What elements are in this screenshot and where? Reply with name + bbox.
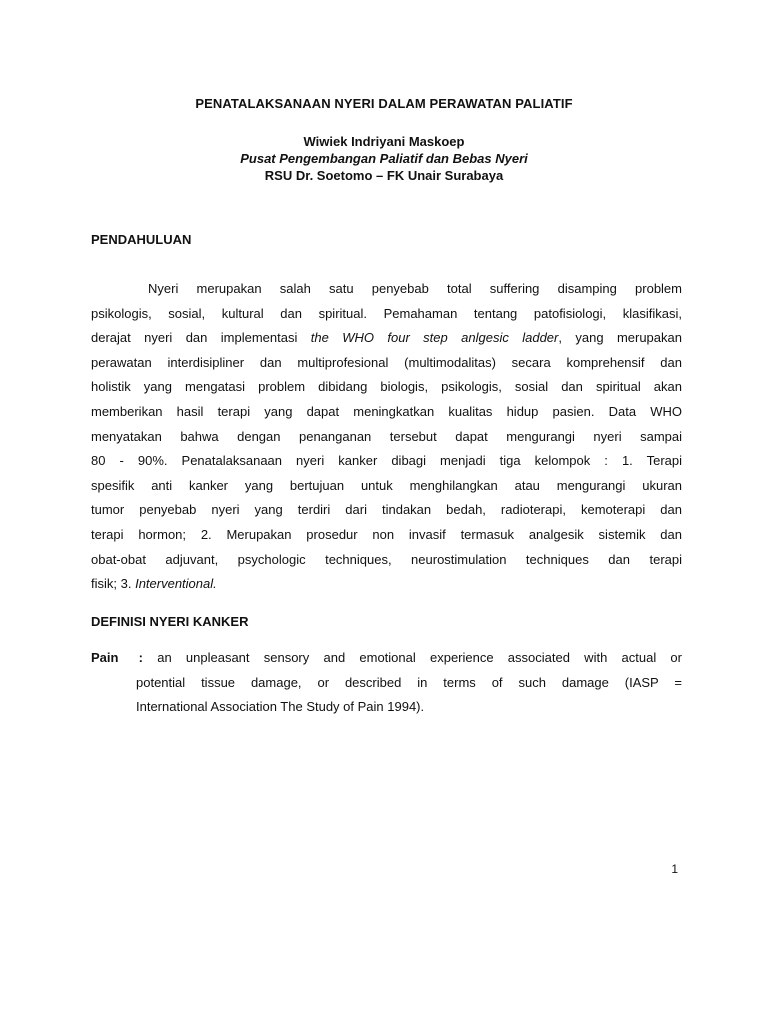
page-number: 1 <box>671 862 678 876</box>
definition-pain <box>91 646 682 720</box>
definition-line: potential tissue damage, or described in terms of such damage (IASP = <box>136 674 682 690</box>
paragraph-line <box>91 572 682 597</box>
author-block <box>0 133 768 184</box>
paragraph-line: terapi hormon; 2. Merupakan prosedur non invasif termasuk analgesik sistemik dan <box>91 526 682 542</box>
author-name: Wiwiek Indriyani Maskoep <box>303 134 465 149</box>
paragraph-line: psikologis, sosial, kultural dan spiritual. Pemahaman tentang patofisiologi, klasifikasi, <box>91 305 682 321</box>
paragraph-pendahuluan <box>91 277 682 597</box>
author-affiliation: Pusat Pengembangan Paliatif dan Bebas Nyeri <box>240 151 528 166</box>
definition-line <box>91 646 682 671</box>
paragraph-line: perawatan interdisipliner dan multiprofesional (multimodalitas) secara komprehensif dan <box>91 354 682 370</box>
paragraph-text: derajat nyeri dan implementasi <box>91 330 311 346</box>
definition-line: International Association The Study of Pain 1994). <box>136 699 425 715</box>
paragraph-line <box>91 326 682 351</box>
author-institution: RSU Dr. Soetomo – FK Unair Surabaya <box>264 168 504 183</box>
definition-term: Pain : <box>91 650 143 665</box>
paragraph-text: , yang merupakan <box>558 330 682 346</box>
paragraph-line: holistik yang mengatasi problem dibidang biologis, psikologis, sosial dan spiritual akan <box>91 379 682 395</box>
paragraph-line: tumor penyebab nyeri yang terdiri dari tindakan bedah, radioterapi, kemoterapi dan <box>91 502 682 518</box>
section-heading-definisi: DEFINISI NYERI KANKER <box>91 614 249 629</box>
paragraph-italic-text: Interventional. <box>135 576 217 592</box>
document-title: PENATALAKSANAAN NYERI DALAM PERAWATAN PALIATIF <box>195 96 573 111</box>
paragraph-line: menyatakan bahwa dengan penanganan tersebut dapat mengurangi nyeri sampai <box>91 428 682 444</box>
paragraph-line: spesifik anti kanker yang bertujuan untuk menghilangkan atau mengurangi ukuran <box>91 477 682 493</box>
paragraph-line: memberikan hasil terapi yang dapat meningkatkan kualitas hidup pasien. Data WHO <box>91 403 682 419</box>
section-heading-pendahuluan: PENDAHULUAN <box>91 232 192 247</box>
paragraph-text: fisik; 3. <box>91 576 136 592</box>
definition-text: an unpleasant sensory and emotional experience associated with actual or <box>143 650 682 665</box>
paragraph-italic-text: the WHO four step anlgesic ladder <box>310 330 559 346</box>
paragraph-line: 80 - 90%. Penatalaksanaan nyeri kanker dibagi menjadi tiga kelompok : 1. Terapi <box>91 453 682 469</box>
paragraph-line: Nyeri merupakan salah satu penyebab total suffering disamping problem <box>148 281 682 296</box>
paragraph-line: obat-obat adjuvant, psychologic techniques, neurostimulation techniques dan terapi <box>91 551 682 567</box>
